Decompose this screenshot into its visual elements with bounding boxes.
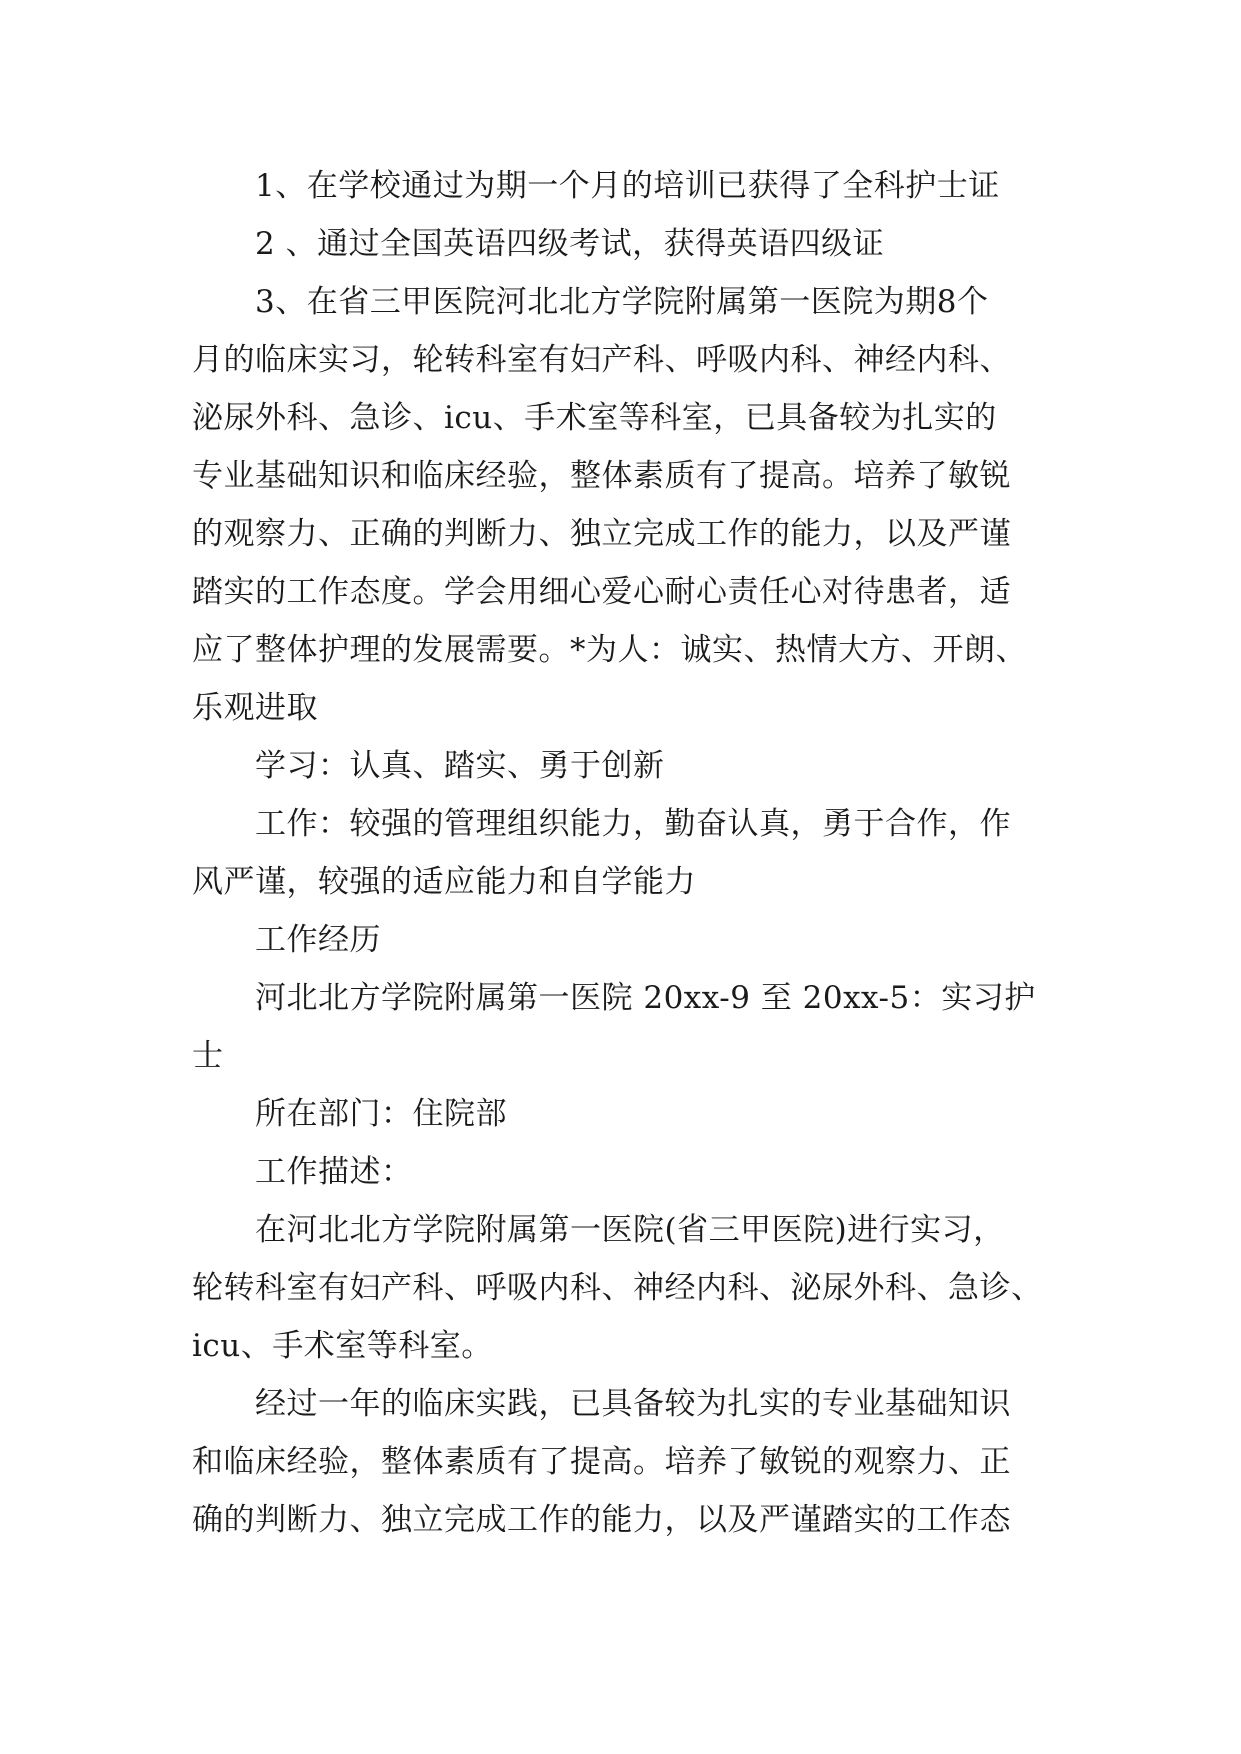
text-line: 工作：较强的管理组织能力，勤奋认真，勇于合作，作 (255, 806, 1011, 842)
text-line: 月的临床实习，轮转科室有妇产科、呼吸内科、神经内科、 (192, 342, 1011, 378)
text-line: 士 (192, 1038, 224, 1074)
text-line: 风严谨，较强的适应能力和自学能力 (192, 864, 696, 900)
text-line: 所在部门：住院部 (255, 1096, 507, 1132)
text-line: 乐观进取 (192, 690, 318, 726)
text-line: 学习：认真、踏实、勇于创新 (255, 748, 665, 784)
text-line: 经过一年的临床实践，已具备较为扎实的专业基础知识 (255, 1386, 1011, 1422)
text-line: 踏实的工作态度。学会用细心爱心耐心责任心对待患者，适 (192, 574, 1011, 610)
text-line: 3、在省三甲医院河北北方学院附属第一医院为期8个 (255, 284, 989, 320)
text-line: 1、在学校通过为期一个月的培训已获得了全科护士证 (255, 168, 1000, 204)
section-heading: 工作经历 (255, 922, 381, 958)
text-line: icu、手术室等科室。 (192, 1328, 493, 1364)
text-line: 在河北北方学院附属第一医院(省三甲医院)进行实习， (255, 1212, 1005, 1248)
text-line: 河北北方学院附属第一医院 20xx-9 至 20xx-5：实习护 (255, 980, 1036, 1016)
text-line: 应了整体护理的发展需要。*为人：诚实、热情大方、开朗、 (192, 632, 1027, 668)
text-line: 2 、通过全国英语四级考试，获得英语四级证 (255, 226, 885, 262)
text-line: 泌尿外科、急诊、icu、手术室等科室，已具备较为扎实的 (192, 400, 997, 436)
text-line: 轮转科室有妇产科、呼吸内科、神经内科、泌尿外科、急诊、 (192, 1270, 1043, 1306)
text-line: 专业基础知识和临床经验，整体素质有了提高。培养了敏锐 (192, 458, 1011, 494)
text-line: 工作描述： (255, 1154, 413, 1190)
text-line: 的观察力、正确的判断力、独立完成工作的能力，以及严谨 (192, 516, 1011, 552)
text-line: 和临床经验，整体素质有了提高。培养了敏锐的观察力、正 (192, 1444, 1011, 1480)
text-line: 确的判断力、独立完成工作的能力，以及严谨踏实的工作态 (192, 1502, 1011, 1538)
